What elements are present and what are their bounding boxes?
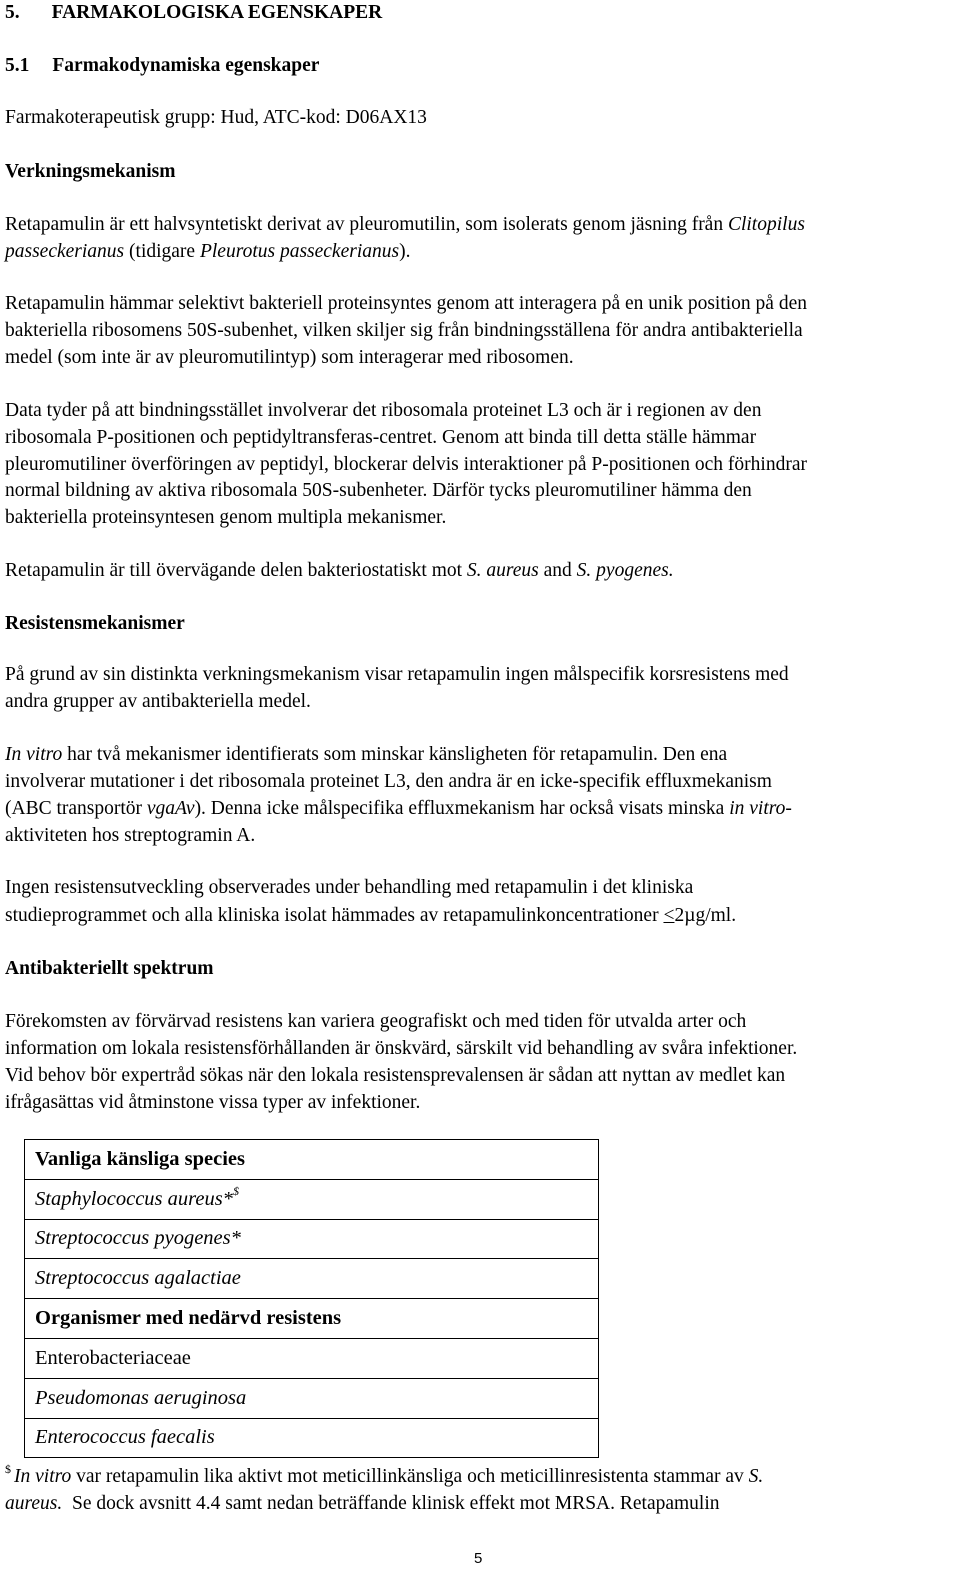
spectrum-p1-line2: information om lokala resistensförhållanden är önskvärd, särskilt vid behandling av svåra infektioner. xyxy=(5,1038,798,1059)
species-name: S. aureus xyxy=(466,560,539,581)
text: (tidigare xyxy=(124,241,200,262)
spectrum-p1-line3: Vid behov bör expertråd sökas när den lokala resistensprevalensen är sådan att nyttan av medlet kan xyxy=(5,1065,786,1086)
text: 2µg/ml. xyxy=(674,905,737,926)
mechanism-p3-line1: Data tyder på att bindningsstället involverar det ribosomala proteinet L3 och är i regionen av den xyxy=(5,400,762,421)
resistance-p2-line3 xyxy=(5,795,792,822)
resistance-p2-line4: aktiviteten hos streptogramin A. xyxy=(5,825,256,846)
text: Retapamulin är till övervägande delen bakteriostatiskt mot xyxy=(5,560,467,581)
table-header-susceptible: Vanliga känsliga species xyxy=(25,1140,599,1180)
subsection-title: Farmakodynamiska egenskaper xyxy=(52,55,320,76)
table-row xyxy=(25,1418,599,1458)
table-row xyxy=(25,1140,599,1180)
mechanism-p1-line2 xyxy=(5,238,410,265)
mechanism-p3-line4: normal bildning av aktiva ribosomala 50S-subenheter. Därför tycks pleuromutiliner hämma den xyxy=(5,480,752,501)
table-row xyxy=(25,1378,599,1418)
species-name: Pleurotus passeckerianus xyxy=(199,241,400,262)
species-name: S. pyogenes. xyxy=(576,560,674,581)
text: ). xyxy=(399,241,411,262)
in-vitro-term: In vitro xyxy=(14,1466,72,1487)
table-cell: Enterobacteriaceae xyxy=(25,1338,599,1378)
species-name: S. xyxy=(748,1466,764,1487)
resistance-p3-line1: Ingen resistensutveckling observerades under behandling med retapamulin i det kliniska xyxy=(5,877,694,898)
mechanism-p3-line5: bakteriella proteinsyntesen genom multipla mekanismer. xyxy=(5,507,447,528)
table-cell: Pseudomonas aeruginosa xyxy=(25,1378,599,1418)
section-heading xyxy=(5,0,382,26)
gene-name: vgaAv xyxy=(146,798,195,819)
spectrum-p1-line4: ifrågasättas vid åtminstone vissa typer av infektioner. xyxy=(5,1092,421,1113)
resistance-p1-line2: andra grupper av antibakteriella medel. xyxy=(5,691,311,712)
footnote-marker: $ xyxy=(5,1461,11,1476)
table-cell: Streptococcus pyogenes* xyxy=(25,1219,599,1259)
pharmacotherapeutic-group: Farmakoterapeutisk grupp: Hud, ATC-kod: D06AX13 xyxy=(5,107,427,128)
subsection-number: 5.1 xyxy=(5,55,30,76)
text: (ABC transportör xyxy=(5,798,147,819)
page-number: 5 xyxy=(474,1550,483,1567)
spectrum-heading: Antibakteriellt spektrum xyxy=(5,958,214,979)
text: and xyxy=(538,560,577,581)
text: har två mekanismer identifierats som minskar känsligheten för retapamulin. Den ena xyxy=(62,744,728,765)
section-number: 5. xyxy=(5,2,20,23)
table-cell: Enterococcus faecalis xyxy=(25,1418,599,1458)
text: Se dock avsnitt 4.4 samt nedan beträffande klinisk effekt mot MRSA. Retapamulin xyxy=(62,1493,720,1514)
resistance-heading: Resistensmekanismer xyxy=(5,613,185,634)
table-row xyxy=(25,1259,599,1299)
species-name: passeckerianus xyxy=(5,241,125,262)
table-cell: Streptococcus agalactiae xyxy=(25,1259,599,1299)
text: studieprogrammet och alla kliniska isolat hämmades av retapamulinkoncentrationer xyxy=(5,905,664,926)
mechanism-p3-line3: pleuromutiliner överföringen av peptidyl, blockerar delvis interaktioner på P-positionen och förhindrar xyxy=(5,454,807,475)
resistance-p3-line2 xyxy=(5,902,736,929)
resistance-p1-line1: På grund av sin distinkta verkningsmekanism visar retapamulin ingen målspecifik korsresistens med xyxy=(5,664,789,685)
in-vitro-term: In vitro xyxy=(5,744,63,765)
mechanism-p2-line1: Retapamulin hämmar selektivt bakteriell proteinsyntes genom att interagera på en unik position på den xyxy=(5,293,807,314)
table-row xyxy=(25,1338,599,1378)
text: - xyxy=(785,798,792,819)
mechanism-p2-line2: bakteriella ribosomens 50S-subenhet, vilken skiljer sig från bindningsställena för andra antibakteriella xyxy=(5,320,803,341)
mechanism-p1-line1 xyxy=(5,211,805,238)
resistance-p2-line2: involverar mutationer i det ribosomala proteinet L3, den andra är en icke-specifik effluxmekanism xyxy=(5,771,772,792)
mechanism-p4 xyxy=(5,557,674,584)
spectrum-p1-line1: Förekomsten av förvärvad resistens kan variera geografiskt och med tiden för utvalda arter och xyxy=(5,1011,747,1032)
mechanism-p3-line2: ribosomala P-positionen och peptidyltransferas-centret. Genom att binda till detta ställe hämmar xyxy=(5,427,757,448)
text: Retapamulin är ett halvsyntetiskt derivat av pleuromutilin, som isolerats genom jäsning från xyxy=(5,214,728,235)
footnote-marker: $ xyxy=(232,1183,239,1198)
table-header-resistant: Organismer med nedärvd resistens xyxy=(25,1299,599,1339)
table-row xyxy=(25,1219,599,1259)
species-table xyxy=(24,1139,599,1458)
less-equal-sign: < xyxy=(663,905,675,926)
footnote-line2 xyxy=(5,1490,720,1517)
text: ). Denna icke målspecifika effluxmekanism har också visats minska xyxy=(194,798,730,819)
species-name: Staphylococcus aureus* xyxy=(35,1187,233,1210)
mechanism-p2-line3: medel (som inte är av pleuromutilintyp) som interagerar med ribosomen. xyxy=(5,347,574,368)
footnote-line1 xyxy=(5,1463,763,1490)
table-row xyxy=(25,1299,599,1339)
subsection-heading xyxy=(5,52,319,79)
table-cell xyxy=(25,1179,599,1219)
mechanism-heading: Verkningsmekanism xyxy=(5,161,176,182)
table-row xyxy=(25,1179,599,1219)
in-vitro-term: in vitro xyxy=(729,798,786,819)
species-name: Clitopilus xyxy=(727,214,805,235)
species-name: aureus. xyxy=(5,1493,63,1514)
section-title: FARMAKOLOGISKA EGENSKAPER xyxy=(51,2,383,23)
text: var retapamulin lika aktivt mot meticillinkänsliga och meticillinresistenta stammar av xyxy=(71,1466,749,1487)
resistance-p2-line1 xyxy=(5,741,727,768)
